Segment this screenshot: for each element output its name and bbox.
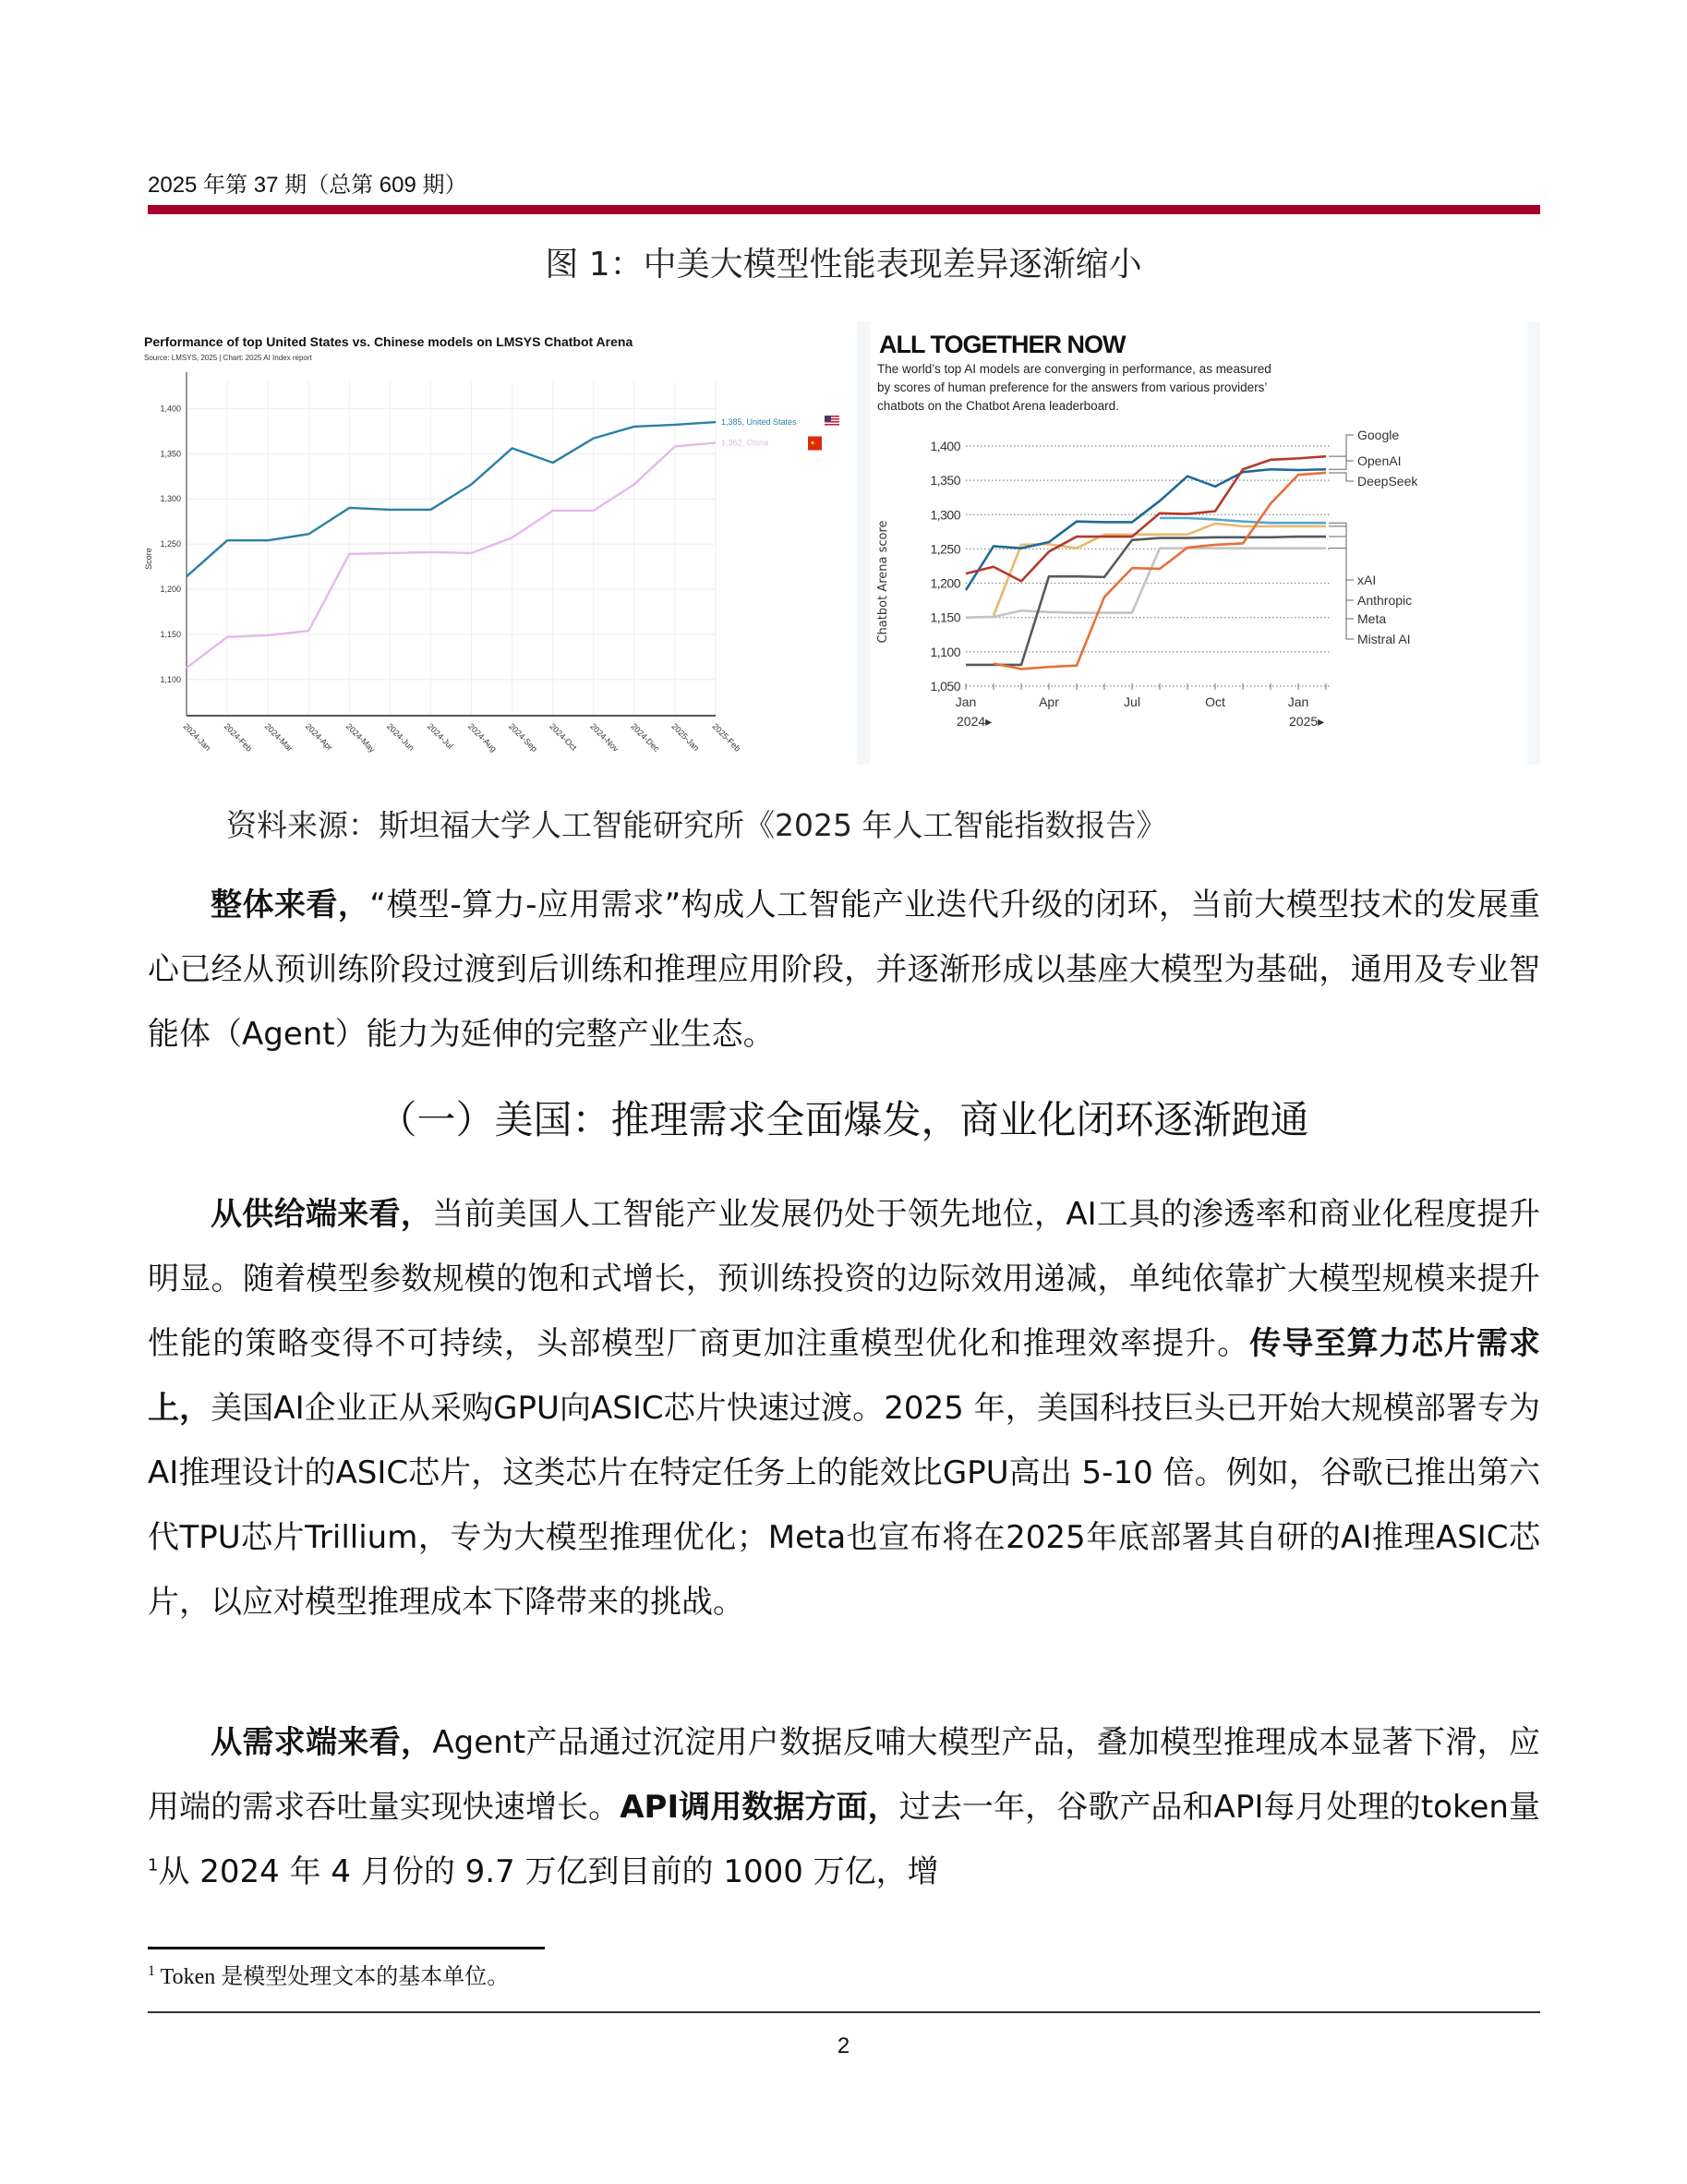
footnote-ref[interactable]: 1 — [148, 1855, 159, 1876]
x-tick-label: 2024-Jan — [181, 721, 213, 753]
inline-bold: API调用数据方面， — [620, 1789, 899, 1826]
footnote-number: 1 — [148, 1963, 155, 1979]
x-tick-label: 2024-Jul — [426, 721, 455, 751]
series-end-label: 1,362, China — [721, 438, 769, 448]
x-tick-label: 2025-Jan — [669, 721, 702, 753]
paragraph-text: 从 2024 年 4 月份的 9.7 万亿到目前的 1000 万亿，增 — [158, 1853, 939, 1890]
y-tick-label: 1,400 — [160, 404, 181, 414]
x-tick-label: 2024-Dec — [629, 721, 662, 754]
inline-bold: 传导至算力芯片需求上， — [148, 1325, 1541, 1427]
x-tick-label: 2025-Feb — [710, 721, 742, 754]
footnote-text: Token 是模型处理文本的基本单位。 — [160, 1965, 510, 1989]
chart-right-title: ALL TOGETHER NOW — [879, 331, 1126, 358]
china-flag-icon — [808, 437, 822, 451]
x-tick-label: 2024-Apr — [303, 721, 335, 753]
y-tick-label: 1,200 — [160, 585, 181, 595]
paragraph-supply — [148, 1182, 1540, 1635]
legend-label: Meta — [1357, 611, 1387, 626]
chart-us-vs-china — [139, 323, 840, 785]
y-tick-label: 1,350 — [160, 449, 181, 459]
legend-label: xAI — [1357, 573, 1377, 587]
year-label: 2024▸ — [957, 714, 993, 729]
us-flag-stripe — [825, 424, 839, 426]
y-tick-label: 1,250 — [930, 541, 960, 557]
footnote — [148, 1958, 509, 1990]
y-tick-label: 1,100 — [930, 644, 960, 659]
chart-left-subtitle: Source: LMSYS, 2025 | Chart: 2025 AI Index report — [144, 354, 312, 362]
footnote-rule — [148, 1947, 545, 1949]
y-tick-label: 1,050 — [930, 679, 960, 694]
x-tick-label: 2024-Oct — [548, 721, 579, 753]
chart-left-ylabel: Score — [144, 548, 153, 570]
chart-left-title: Performance of top United States vs. Chinese models on LMSYS Chatbot Arena — [144, 334, 633, 349]
paragraph-text: 美国AI企业正从采购GPU向ASIC芯片快速过渡。2025 年，美国科技巨头已开始大规模部署专为AI推理设计的ASIC芯片，这类芯片在特定任务上的能效比GPU高出 5-10 倍。例如，谷歌已推出第六代TPU芯片Trillium，专为大模型推理优化；Meta也宣布将在2025年底部署其自研的AI推理ASIC芯片，以应对模型推理成本下降带来的挑战。 — [148, 1390, 1540, 1621]
chart-right-ylabel: Chatbot Arena score — [876, 520, 890, 644]
footer-rule — [148, 2011, 1540, 2013]
x-tick-label: 2024-Nov — [588, 721, 621, 754]
legend-label: DeepSeek — [1357, 474, 1418, 489]
lead-bold: 从供给端来看， — [211, 1196, 433, 1233]
legend-label: OpenAI — [1357, 453, 1402, 468]
paragraph-overview — [148, 873, 1540, 1067]
x-tick-label: 2024-Jun — [384, 721, 416, 753]
issue-header: 2025 年第 37 期（总第 609 期） — [148, 173, 467, 198]
x-tick-label: 2024-Sep — [507, 721, 539, 754]
x-tick-label: Oct — [1205, 694, 1225, 709]
legend-label: Google — [1357, 428, 1400, 442]
y-tick-label: 1,400 — [930, 439, 960, 453]
paragraph-text: “模型-算力-应用需求”构成人工智能产业迭代升级的闭环，当前大模型技术的发展重心已经从预训练阶段过渡到后训练和推理应用阶段，并逐渐形成以基座大模型为基础，通用及专业智能体（Agent）能力为延伸的完整产业生态。 — [148, 887, 1541, 1053]
y-tick-label: 1,300 — [160, 494, 181, 504]
y-tick-label: 1,150 — [930, 609, 960, 625]
figure-title: 图 1：中美大模型性能表现差异逐渐缩小 — [545, 246, 1142, 284]
paragraph-text: 过去一年，谷歌产品和API每月处理的token量 — [898, 1789, 1540, 1826]
x-tick-label: 2024-Mar — [262, 721, 295, 754]
header-rule — [148, 205, 1540, 214]
lead-bold: 从需求端来看， — [211, 1724, 433, 1761]
us-flag-canton — [825, 416, 831, 421]
page-number: 2 — [837, 2033, 850, 2058]
paragraph-demand — [148, 1710, 1540, 1904]
x-tick-label: 2024-May — [343, 721, 378, 754]
x-tick-label: Apr — [1039, 694, 1059, 709]
series-end-label: 1,385, United States — [721, 417, 797, 428]
lead-bold: 整体来看， — [211, 887, 370, 923]
y-tick-label: 1,300 — [930, 507, 960, 523]
chart-right-subtitle: The world’s top AI models are converging in performance, as measured by scores of human preference for the answers from various providers’ chatbots on the Chatbot Arena leaderboard. — [877, 362, 1271, 413]
y-tick-label: 1,350 — [930, 473, 960, 489]
legend-label: Mistral AI — [1357, 632, 1411, 646]
y-tick-label: 1,250 — [160, 539, 181, 549]
source-line: 资料来源：斯坦福大学人工智能研究所《2025 年人工智能指数报告》 — [226, 807, 1167, 843]
legend-label: Anthropic — [1357, 593, 1413, 608]
y-tick-label: 1,200 — [930, 575, 960, 591]
x-tick-label: Jan — [1287, 694, 1309, 709]
chart-all-together-now — [857, 321, 1540, 765]
x-tick-label: Jan — [955, 694, 977, 709]
y-tick-label: 1,100 — [160, 674, 181, 684]
x-tick-label: 2024-Aug — [466, 721, 499, 754]
us-flag-stripe — [825, 421, 839, 423]
y-tick-label: 1,150 — [160, 629, 181, 639]
section-heading: （一）美国：推理需求全面爆发，商业化闭环逐渐跑通 — [378, 1097, 1309, 1142]
paragraph-text: 当前美国人工智能产业发展仍处于领先地位，AI工具的渗透率和商业化程度提升明显。随着模型参数规模的饱和式增长，预训练投资的边际效用递减，单纯依靠扩大模型规模来提升性能的策略变得不可持续，头部模型厂商更加注重模型优化和推理效率提升。 — [148, 1196, 1540, 1362]
paragraph-text: Agent产品通过沉淀用户数据反哺大模型产品，叠加模型推理成本显著下滑，应用端的需求吞吐量实现快速增长。 — [148, 1724, 1541, 1826]
x-tick-label: 2024-Feb — [222, 721, 254, 754]
china-flag-star — [811, 441, 813, 444]
year-label: 2025▸ — [1289, 714, 1325, 729]
x-tick-label: Jul — [1124, 694, 1140, 709]
